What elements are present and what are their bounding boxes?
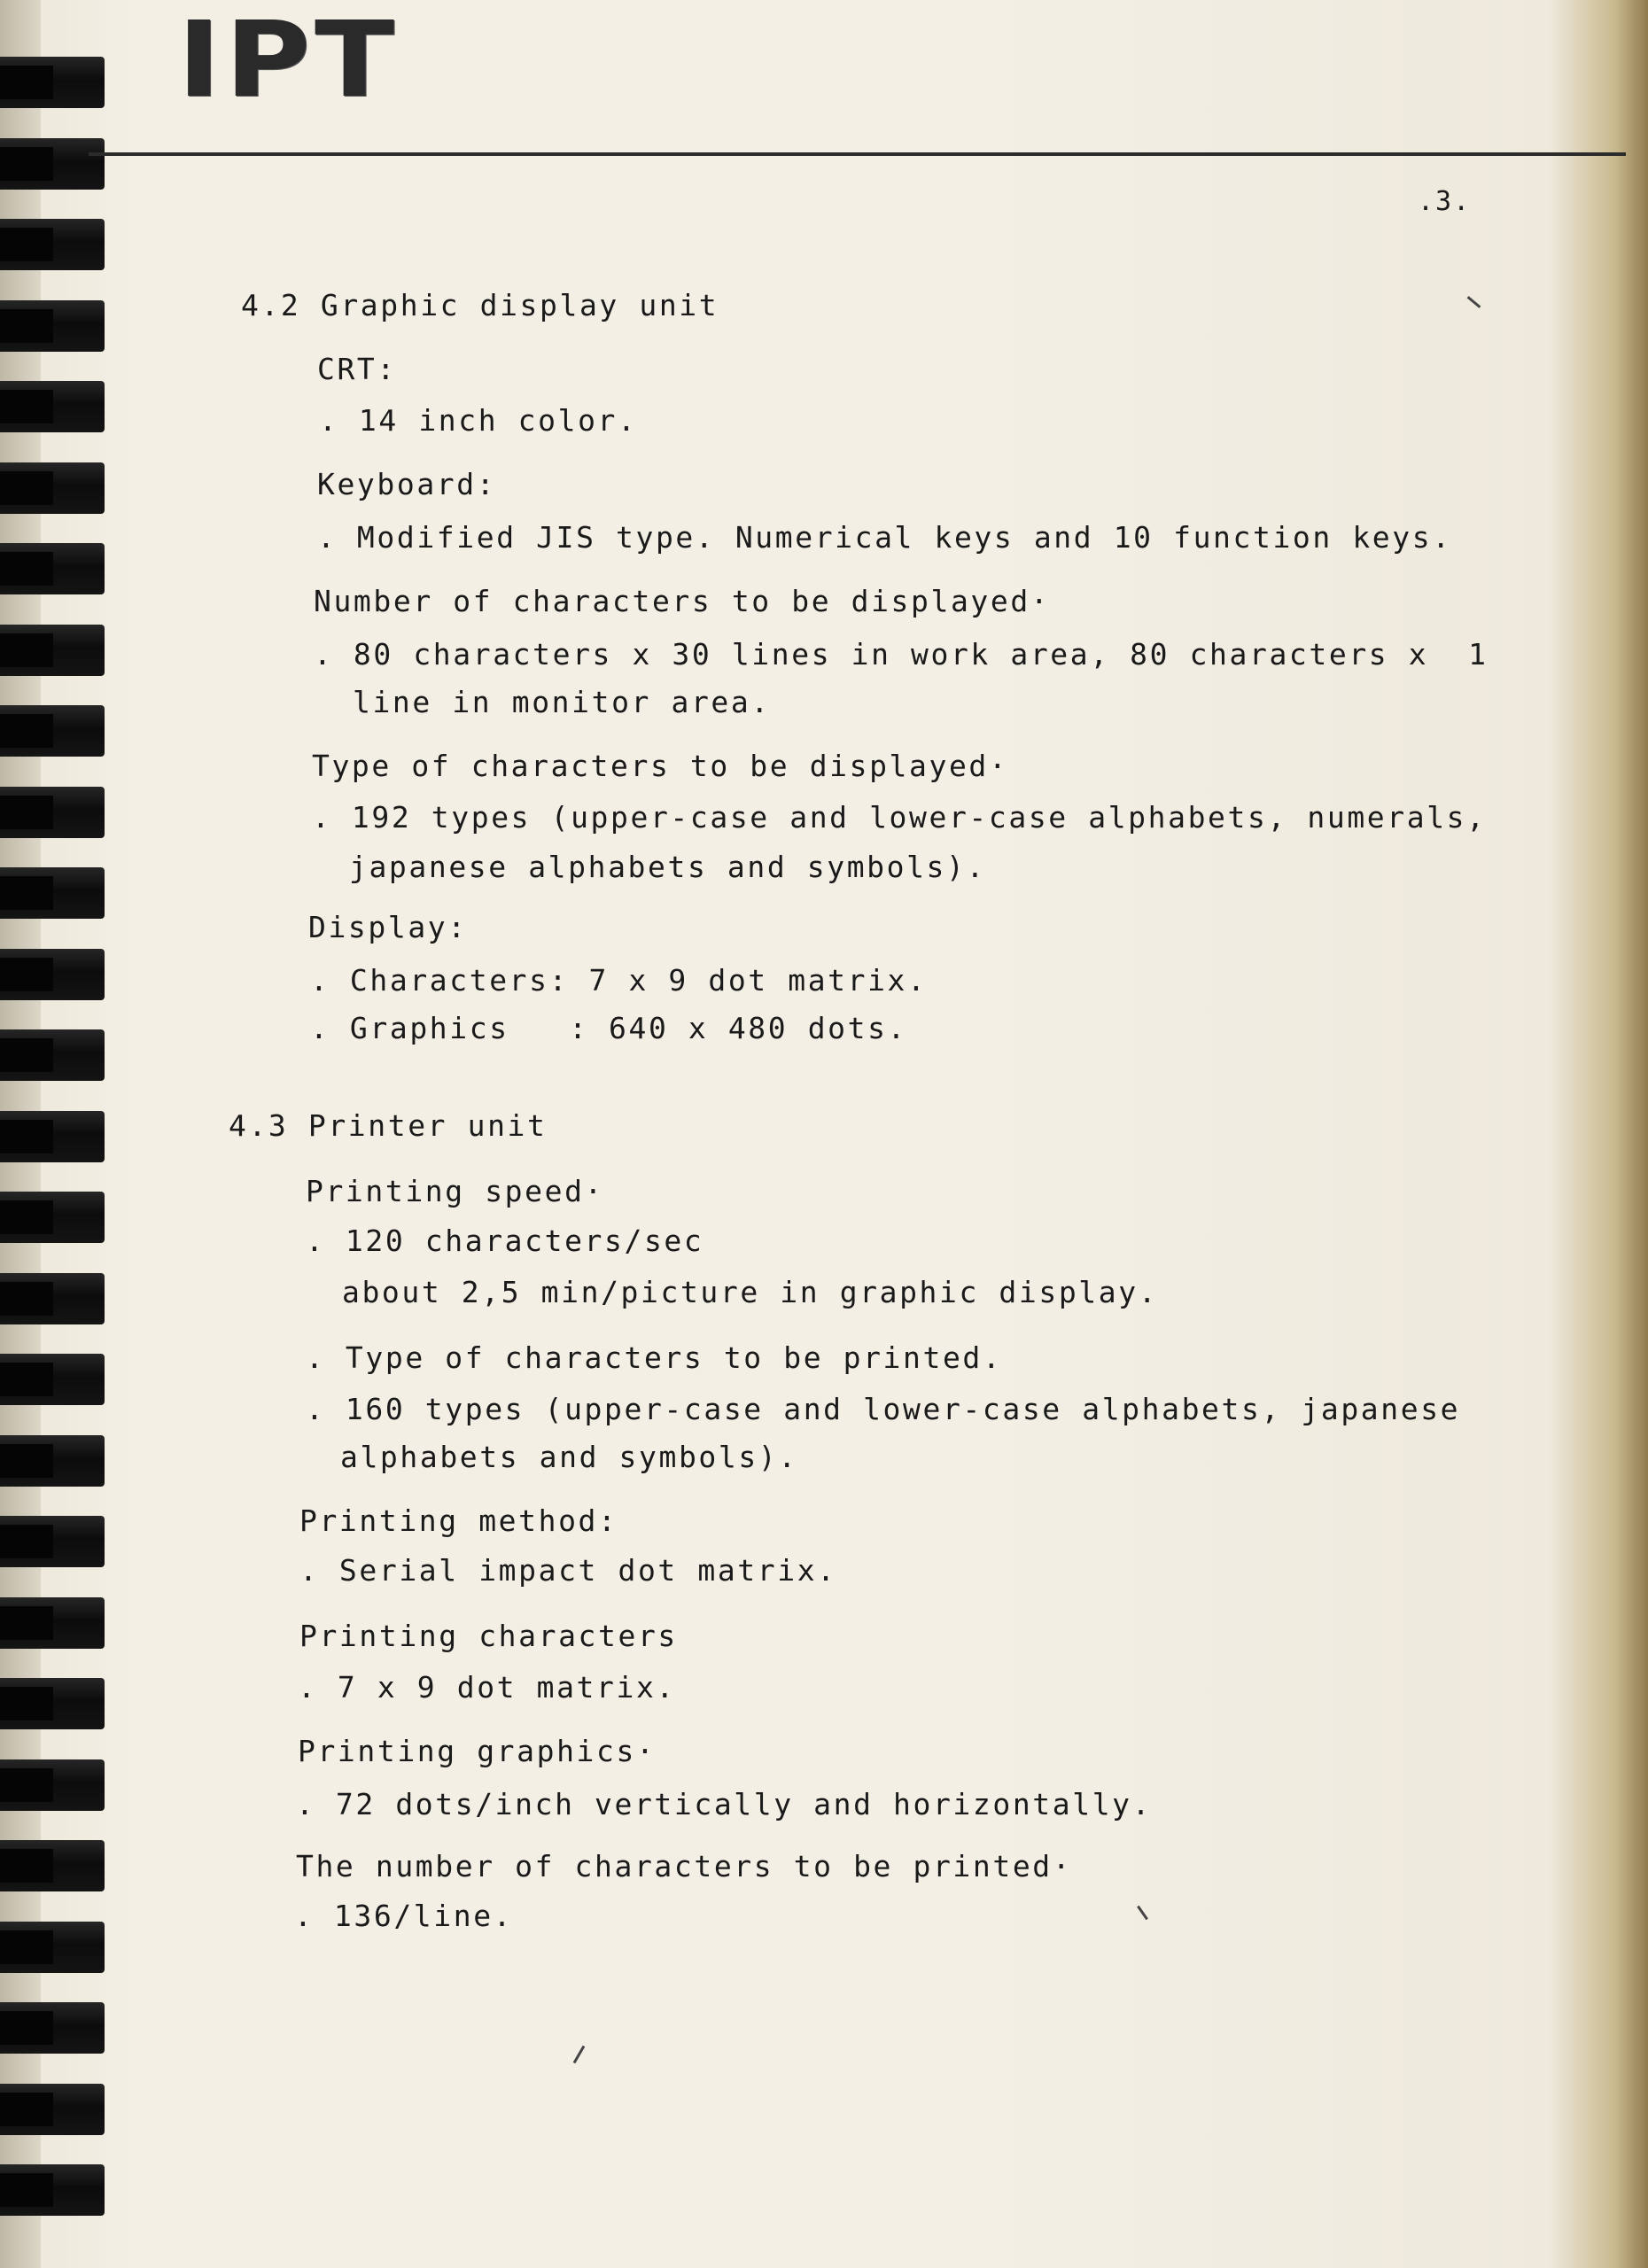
binding-coil — [0, 1354, 105, 1405]
printing-speed-value-1: . 120 characters/sec — [306, 1223, 704, 1258]
binding-coil — [0, 1029, 105, 1081]
header-rule — [89, 152, 1626, 156]
type-chars-label: Type of characters to be displayed· — [312, 749, 1009, 783]
printed-type-label: . Type of characters to be printed. — [306, 1340, 1003, 1375]
binding-coil — [0, 57, 105, 108]
printed-type-value-2: alphabets and symbols). — [340, 1440, 798, 1474]
keyboard-value: . Modified JIS type. Numerical keys and 10 function keys. — [317, 520, 1452, 555]
display-label: Display: — [308, 910, 468, 944]
binding-coil — [0, 2084, 105, 2135]
page-number: .3. — [1418, 186, 1472, 217]
binding-coil — [0, 138, 105, 190]
stray-mark — [1467, 296, 1481, 308]
stray-mark — [1137, 1906, 1148, 1920]
num-chars-value-2: line in monitor area. — [353, 685, 771, 719]
binding-coil — [0, 787, 105, 838]
binding-coil — [0, 949, 105, 1000]
printing-speed-label: Printing speed· — [306, 1174, 605, 1208]
spiral-binding — [0, 0, 111, 2268]
binding-coil — [0, 1435, 105, 1487]
characters-count-label: The number of characters to be printed· — [296, 1849, 1073, 1884]
binding-coil — [0, 1759, 105, 1811]
section-4-3-heading: 4.3 Printer unit — [229, 1108, 548, 1143]
num-chars-value-1: . 80 characters x 30 lines in work area, 80 characters x 1 — [314, 637, 1489, 672]
characters-count-value: . 136/line. — [294, 1899, 514, 1933]
printing-characters-label: Printing characters — [299, 1619, 678, 1653]
printing-graphics-label: Printing graphics· — [298, 1734, 657, 1768]
binding-coil — [0, 300, 105, 352]
printing-characters-value: . 7 x 9 dot matrix. — [298, 1670, 676, 1705]
crt-value: . 14 inch color. — [319, 403, 638, 438]
binding-coil — [0, 705, 105, 757]
stray-mark — [573, 2046, 586, 2064]
printing-method-value: . Serial impact dot matrix. — [299, 1553, 837, 1588]
binding-coil — [0, 543, 105, 594]
binding-coil — [0, 219, 105, 270]
num-chars-label: Number of characters to be displayed· — [314, 584, 1051, 618]
printed-type-value-1: . 160 types (upper-case and lower-case alphabets, japanese — [306, 1392, 1461, 1426]
ipt-logo: IPT — [177, 0, 399, 120]
type-chars-value-2: japanese alphabets and symbols). — [349, 850, 986, 884]
binding-coil — [0, 625, 105, 676]
display-graphics: . Graphics : 640 x 480 dots. — [310, 1011, 908, 1045]
binding-coil — [0, 2002, 105, 2054]
printing-method-label: Printing method: — [299, 1503, 618, 1538]
type-chars-value-1: . 192 types (upper-case and lower-case alphabets, numerals, — [312, 800, 1487, 835]
crt-label: CRT: — [317, 352, 397, 386]
binding-coil — [0, 1192, 105, 1243]
binding-coil — [0, 1111, 105, 1162]
binding-coil — [0, 1922, 105, 1973]
printing-graphics-value: . 72 dots/inch vertically and horizontally. — [296, 1787, 1153, 1821]
binding-coil — [0, 2164, 105, 2216]
keyboard-label: Keyboard: — [317, 467, 497, 501]
binding-coil — [0, 1273, 105, 1324]
binding-coil — [0, 1516, 105, 1567]
binding-coil — [0, 867, 105, 919]
binding-coil — [0, 1597, 105, 1649]
section-4-2-heading: 4.2 Graphic display unit — [241, 288, 719, 322]
binding-coil — [0, 1678, 105, 1729]
binding-coil — [0, 462, 105, 514]
binding-coil — [0, 381, 105, 432]
display-characters: . Characters: 7 x 9 dot matrix. — [310, 963, 928, 998]
binding-coil — [0, 1840, 105, 1891]
printing-speed-value-2: about 2,5 min/picture in graphic display. — [342, 1275, 1159, 1309]
